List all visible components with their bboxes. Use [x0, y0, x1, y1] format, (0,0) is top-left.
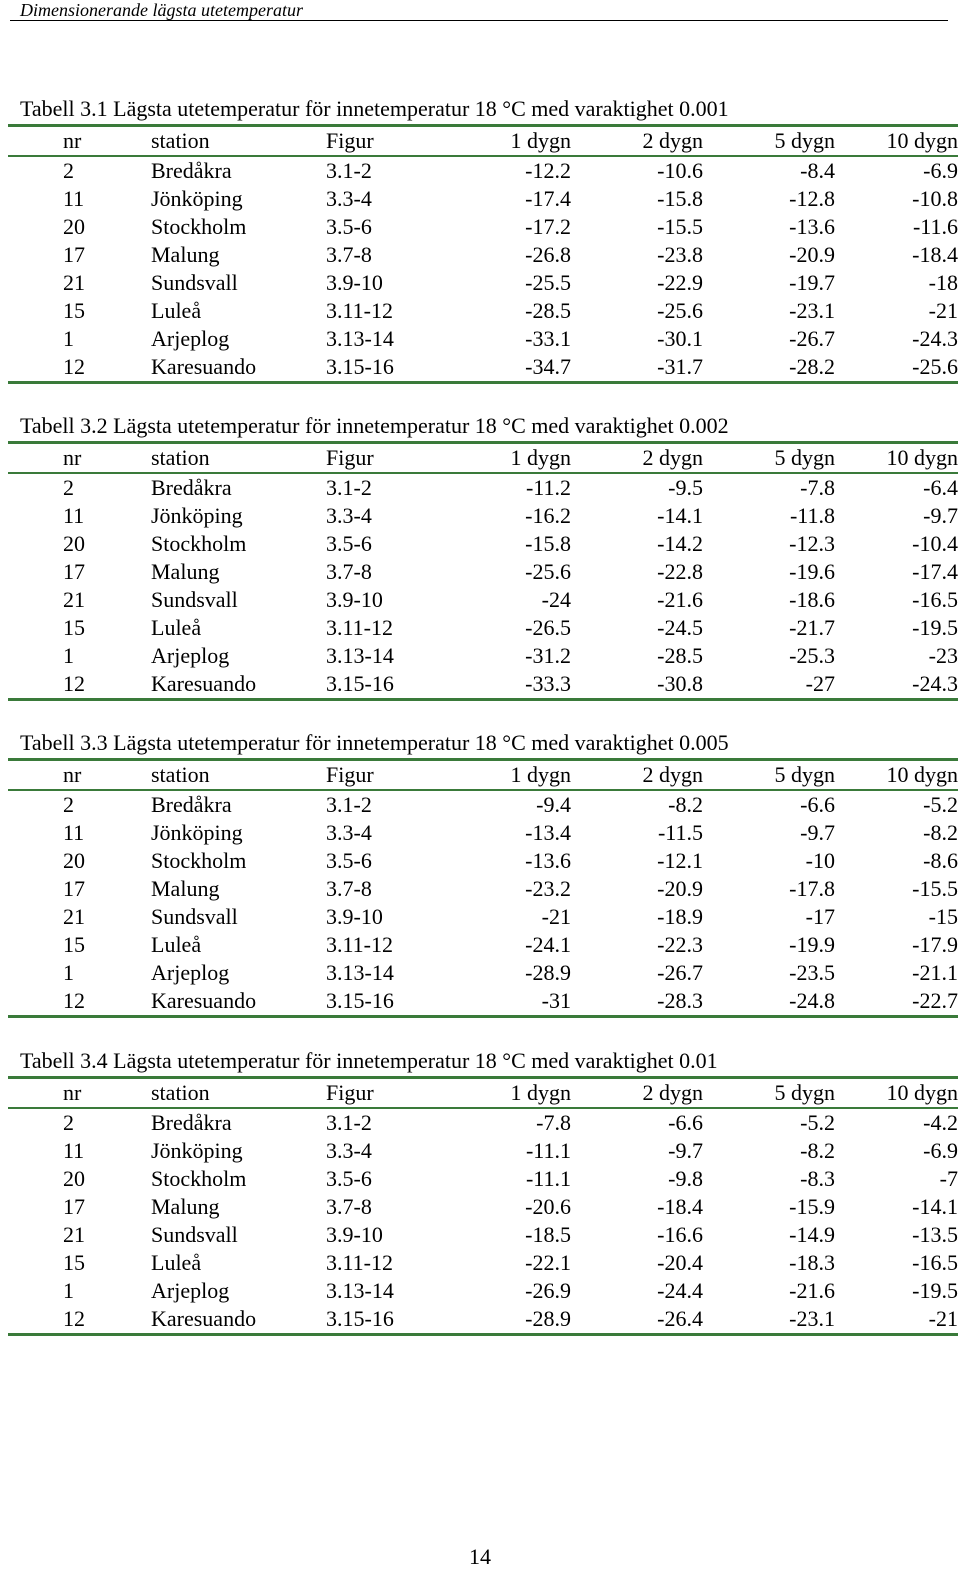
- cell-2-dygn: -18.4: [657, 1194, 703, 1219]
- cell-2-dygn: -26.7: [657, 960, 703, 985]
- cell-5-dygn: -27: [703, 670, 835, 700]
- cell-1-dygn: -11.1: [525, 1166, 571, 1191]
- cell-5-dygn: -6.6: [800, 792, 835, 817]
- cell-nr: 2: [63, 475, 74, 500]
- cell-5-dygn: -21.7: [789, 615, 835, 640]
- table-row: [8, 790, 958, 819]
- table-row: [8, 1108, 958, 1137]
- cell-10-dygn: -19.5: [912, 1278, 958, 1303]
- column-header-station: station: [151, 126, 326, 157]
- cell-nr: 2: [63, 158, 74, 183]
- cell-10-dygn: -13.5: [912, 1222, 958, 1247]
- cell-station: Arjeplog: [151, 960, 230, 985]
- cell-station: Bredåkra: [151, 475, 232, 500]
- cell-nr: 21: [63, 904, 85, 929]
- cell-station: Karesuando: [151, 987, 326, 1017]
- cell-nr: 11: [63, 186, 85, 211]
- cell-10-dygn: -23: [928, 643, 958, 668]
- cell-figur: 3.7-8: [326, 242, 372, 267]
- column-header-figur: Figur: [326, 126, 456, 157]
- cell-figur: 3.13-14: [326, 1278, 394, 1303]
- cell-2-dygn: -18.9: [657, 904, 703, 929]
- table-row: [8, 530, 958, 558]
- cell-10-dygn: -8.2: [923, 820, 958, 845]
- cell-5-dygn: -19.7: [789, 270, 835, 295]
- table-row: [8, 1165, 958, 1193]
- cell-2-dygn: -11.5: [657, 820, 703, 845]
- cell-figur: 3.7-8: [326, 1194, 372, 1219]
- cell-figur: 3.7-8: [326, 559, 372, 584]
- table-row: [8, 297, 958, 325]
- cell-2-dygn: -22.9: [657, 270, 703, 295]
- column-header-figur: Figur: [326, 1078, 456, 1109]
- cell-10-dygn: -6.4: [923, 475, 958, 500]
- cell-figur: 3.11-12: [326, 298, 394, 323]
- column-header-1-dygn: 1 dygn: [456, 760, 571, 791]
- column-header-10-dygn: 10 dygn: [835, 126, 958, 157]
- cell-2-dygn: -14.1: [657, 503, 703, 528]
- cell-10-dygn: -4.2: [923, 1110, 958, 1135]
- cell-figur: 3.3-4: [326, 1138, 372, 1163]
- cell-5-dygn: -11.8: [789, 503, 835, 528]
- table-row: [8, 847, 958, 875]
- cell-figur: 3.3-4: [326, 503, 372, 528]
- cell-5-dygn: -23.1: [789, 298, 835, 323]
- cell-5-dygn: -25.3: [789, 643, 835, 668]
- cell-figur: 3.15-16: [326, 987, 456, 1017]
- cell-1-dygn: -26.9: [525, 1278, 571, 1303]
- cell-figur: 3.15-16: [326, 1305, 456, 1335]
- cell-1-dygn: -25.6: [525, 559, 571, 584]
- cell-nr: 12: [8, 670, 151, 700]
- cell-2-dygn: -31.7: [571, 353, 703, 383]
- page-number: 14: [469, 1544, 491, 1569]
- cell-10-dygn: -5.2: [923, 792, 958, 817]
- cell-nr: 2: [63, 792, 74, 817]
- table-row: [8, 959, 958, 987]
- table-row: [8, 1305, 958, 1335]
- cell-station: Bredåkra: [151, 1110, 232, 1135]
- cell-nr: 1: [63, 1278, 74, 1303]
- cell-5-dygn: -28.2: [703, 353, 835, 383]
- cell-station: Malung: [151, 876, 220, 901]
- cell-nr: 12: [8, 353, 151, 383]
- cell-station: Stockholm: [151, 531, 247, 556]
- table-caption: Tabell 3.1 Lägsta utetemperatur för innetemperatur 18 °C med varaktighet 0.001: [20, 96, 729, 121]
- cell-1-dygn: -33.3: [456, 670, 571, 700]
- cell-5-dygn: -18.6: [789, 587, 835, 612]
- cell-station: Malung: [151, 242, 220, 267]
- cell-figur: 3.15-16: [326, 353, 456, 383]
- cell-nr: 20: [63, 214, 85, 239]
- column-header-station: station: [151, 1078, 326, 1109]
- cell-figur: 3.5-6: [326, 848, 372, 873]
- column-header-10-dygn: 10 dygn: [835, 443, 958, 474]
- column-header-1-dygn: 1 dygn: [456, 443, 571, 474]
- cell-figur: 3.11-12: [326, 615, 394, 640]
- cell-figur: 3.7-8: [326, 876, 372, 901]
- table-row: [8, 670, 958, 700]
- cell-nr: 11: [63, 1138, 85, 1163]
- cell-nr: 21: [63, 1222, 85, 1247]
- cell-2-dygn: -20.9: [657, 876, 703, 901]
- table-row: [8, 1193, 958, 1221]
- cell-10-dygn: -19.5: [912, 615, 958, 640]
- table-row: [8, 185, 958, 213]
- cell-2-dygn: -9.7: [668, 1138, 703, 1163]
- cell-5-dygn: -20.9: [789, 242, 835, 267]
- cell-2-dygn: -26.4: [571, 1305, 703, 1335]
- cell-nr: 21: [63, 270, 85, 295]
- cell-5-dygn: -23.5: [789, 960, 835, 985]
- cell-station: Bredåkra: [151, 158, 232, 183]
- cell-5-dygn: -10: [805, 848, 835, 873]
- cell-2-dygn: -30.1: [657, 326, 703, 351]
- cell-nr: 17: [63, 242, 85, 267]
- cell-1-dygn: -25.5: [525, 270, 571, 295]
- cell-5-dygn: -7.8: [800, 475, 835, 500]
- cell-figur: 3.5-6: [326, 531, 372, 556]
- data-table: [8, 1076, 958, 1336]
- cell-1-dygn: -7.8: [536, 1110, 571, 1135]
- cell-10-dygn: -24.3: [835, 670, 958, 700]
- running-title: Dimensionerande lägsta utetemperatur: [20, 0, 303, 20]
- cell-5-dygn: -8.2: [800, 1138, 835, 1163]
- cell-nr: 12: [8, 987, 151, 1017]
- table-row: [8, 353, 958, 383]
- cell-2-dygn: -30.8: [571, 670, 703, 700]
- cell-10-dygn: -16.5: [912, 1250, 958, 1275]
- cell-station: Jönköping: [151, 1138, 243, 1163]
- data-table: [8, 758, 958, 1018]
- column-header-station: station: [151, 443, 326, 474]
- table-row: [8, 931, 958, 959]
- table-row: [8, 642, 958, 670]
- cell-figur: 3.5-6: [326, 214, 372, 239]
- cell-1-dygn: -34.7: [456, 353, 571, 383]
- cell-2-dygn: -28.5: [657, 643, 703, 668]
- cell-figur: 3.1-2: [326, 475, 372, 500]
- cell-station: Bredåkra: [151, 792, 232, 817]
- cell-station: Arjeplog: [151, 326, 230, 351]
- header-row: [8, 1078, 958, 1109]
- table-row: [8, 903, 958, 931]
- cell-figur: 3.15-16: [326, 670, 456, 700]
- cell-2-dygn: -10.6: [657, 158, 703, 183]
- cell-1-dygn: -12.2: [525, 158, 571, 183]
- cell-10-dygn: -25.6: [835, 353, 958, 383]
- table-row: [8, 156, 958, 185]
- cell-5-dygn: -21.6: [789, 1278, 835, 1303]
- cell-2-dygn: -22.3: [657, 932, 703, 957]
- cell-1-dygn: -31: [456, 987, 571, 1017]
- column-header-2-dygn: 2 dygn: [571, 1078, 703, 1109]
- cell-nr: 1: [63, 643, 74, 668]
- cell-nr: 20: [63, 848, 85, 873]
- cell-nr: 1: [63, 960, 74, 985]
- cell-nr: 17: [63, 559, 85, 584]
- cell-1-dygn: -11.2: [525, 475, 571, 500]
- cell-10-dygn: -6.9: [923, 158, 958, 183]
- cell-nr: 17: [63, 1194, 85, 1219]
- cell-station: Malung: [151, 1194, 220, 1219]
- column-header-5-dygn: 5 dygn: [703, 760, 835, 791]
- table-row: [8, 213, 958, 241]
- header-row: [8, 760, 958, 791]
- column-header-1-dygn: 1 dygn: [456, 1078, 571, 1109]
- column-header-figur: Figur: [326, 443, 456, 474]
- cell-10-dygn: -8.6: [923, 848, 958, 873]
- cell-2-dygn: -20.4: [657, 1250, 703, 1275]
- cell-figur: 3.1-2: [326, 158, 372, 183]
- cell-figur: 3.9-10: [326, 587, 383, 612]
- cell-1-dygn: -24: [541, 587, 571, 612]
- cell-figur: 3.13-14: [326, 960, 394, 985]
- cell-5-dygn: -9.7: [800, 820, 835, 845]
- cell-5-dygn: -26.7: [789, 326, 835, 351]
- cell-figur: 3.5-6: [326, 1166, 372, 1191]
- cell-1-dygn: -33.1: [525, 326, 571, 351]
- cell-station: Karesuando: [151, 1305, 326, 1335]
- cell-station: Luleå: [151, 298, 202, 323]
- cell-station: Karesuando: [151, 670, 326, 700]
- cell-10-dygn: -9.7: [923, 503, 958, 528]
- data-table: [8, 124, 958, 384]
- cell-2-dygn: -24.4: [657, 1278, 703, 1303]
- cell-figur: 3.3-4: [326, 186, 372, 211]
- cell-5-dygn: -17: [805, 904, 835, 929]
- cell-nr: 20: [63, 531, 85, 556]
- cell-1-dygn: -26.8: [525, 242, 571, 267]
- cell-station: Stockholm: [151, 214, 247, 239]
- cell-1-dygn: -15.8: [525, 531, 571, 556]
- cell-5-dygn: -18.3: [789, 1250, 835, 1275]
- cell-2-dygn: -15.8: [657, 186, 703, 211]
- cell-5-dygn: -23.1: [703, 1305, 835, 1335]
- cell-nr: 15: [63, 1250, 85, 1275]
- cell-nr: 17: [63, 876, 85, 901]
- cell-1-dygn: -16.2: [525, 503, 571, 528]
- cell-5-dygn: -24.8: [703, 987, 835, 1017]
- cell-1-dygn: -11.1: [525, 1138, 571, 1163]
- cell-5-dygn: -19.6: [789, 559, 835, 584]
- cell-10-dygn: -10.8: [912, 186, 958, 211]
- cell-1-dygn: -22.1: [525, 1250, 571, 1275]
- cell-10-dygn: -14.1: [912, 1194, 958, 1219]
- cell-figur: 3.11-12: [326, 932, 394, 957]
- cell-station: Malung: [151, 559, 220, 584]
- table-row: [8, 875, 958, 903]
- cell-10-dygn: -21: [928, 298, 958, 323]
- table-row: [8, 1221, 958, 1249]
- cell-1-dygn: -21: [541, 904, 571, 929]
- cell-station: Karesuando: [151, 353, 326, 383]
- cell-5-dygn: -8.4: [800, 158, 835, 183]
- cell-10-dygn: -16.5: [912, 587, 958, 612]
- cell-station: Jönköping: [151, 820, 243, 845]
- cell-10-dygn: -15: [928, 904, 958, 929]
- page-header: [10, 0, 948, 21]
- column-header-10-dygn: 10 dygn: [835, 760, 958, 791]
- cell-5-dygn: -8.3: [800, 1166, 835, 1191]
- cell-nr: 2: [63, 1110, 74, 1135]
- table-row: [8, 558, 958, 586]
- cell-2-dygn: -6.6: [668, 1110, 703, 1135]
- table-caption: Tabell 3.3 Lägsta utetemperatur för innetemperatur 18 °C med varaktighet 0.005: [20, 730, 729, 755]
- column-header-station: station: [151, 760, 326, 791]
- cell-5-dygn: -14.9: [789, 1222, 835, 1247]
- column-header-2-dygn: 2 dygn: [571, 126, 703, 157]
- column-header-5-dygn: 5 dygn: [703, 1078, 835, 1109]
- table-row: [8, 1137, 958, 1165]
- cell-5-dygn: -5.2: [800, 1110, 835, 1135]
- cell-2-dygn: -8.2: [668, 792, 703, 817]
- column-header-1-dygn: 1 dygn: [456, 126, 571, 157]
- column-header-2-dygn: 2 dygn: [571, 443, 703, 474]
- cell-10-dygn: -15.5: [912, 876, 958, 901]
- cell-nr: 15: [63, 615, 85, 640]
- table-caption: Tabell 3.2 Lägsta utetemperatur för innetemperatur 18 °C med varaktighet 0.002: [20, 413, 729, 438]
- cell-figur: 3.13-14: [326, 326, 394, 351]
- column-header-nr: nr: [8, 126, 151, 157]
- cell-nr: 15: [63, 298, 85, 323]
- cell-5-dygn: -17.8: [789, 876, 835, 901]
- cell-nr: 15: [63, 932, 85, 957]
- cell-10-dygn: -22.7: [835, 987, 958, 1017]
- cell-station: Sundsvall: [151, 904, 238, 929]
- cell-station: Luleå: [151, 1250, 202, 1275]
- cell-2-dygn: -22.8: [657, 559, 703, 584]
- table-row: [8, 1277, 958, 1305]
- cell-station: Stockholm: [151, 848, 247, 873]
- cell-1-dygn: -24.1: [525, 932, 571, 957]
- cell-2-dygn: -16.6: [657, 1222, 703, 1247]
- cell-2-dygn: -23.8: [657, 242, 703, 267]
- header-row: [8, 443, 958, 474]
- table-row: [8, 1249, 958, 1277]
- header-row: [8, 126, 958, 157]
- column-header-nr: nr: [8, 1078, 151, 1109]
- table-row: [8, 987, 958, 1017]
- cell-1-dygn: -17.4: [525, 186, 571, 211]
- cell-1-dygn: -28.9: [525, 960, 571, 985]
- cell-station: Arjeplog: [151, 1278, 230, 1303]
- cell-5-dygn: -12.3: [789, 531, 835, 556]
- cell-1-dygn: -28.9: [456, 1305, 571, 1335]
- cell-1-dygn: -23.2: [525, 876, 571, 901]
- table-row: [8, 241, 958, 269]
- cell-1-dygn: -31.2: [525, 643, 571, 668]
- cell-station: Sundsvall: [151, 270, 238, 295]
- cell-1-dygn: -18.5: [525, 1222, 571, 1247]
- cell-nr: 20: [63, 1166, 85, 1191]
- cell-2-dygn: -15.5: [657, 214, 703, 239]
- cell-5-dygn: -13.6: [789, 214, 835, 239]
- cell-2-dygn: -14.2: [657, 531, 703, 556]
- column-header-5-dygn: 5 dygn: [703, 126, 835, 157]
- cell-nr: 11: [63, 820, 85, 845]
- cell-2-dygn: -12.1: [657, 848, 703, 873]
- data-table: [8, 441, 958, 701]
- cell-figur: 3.1-2: [326, 792, 372, 817]
- cell-figur: 3.9-10: [326, 1222, 383, 1247]
- cell-10-dygn: -7: [939, 1166, 958, 1191]
- column-header-5-dygn: 5 dygn: [703, 443, 835, 474]
- column-header-nr: nr: [8, 443, 151, 474]
- table-row: [8, 502, 958, 530]
- table-row: [8, 325, 958, 353]
- cell-2-dygn: -9.5: [668, 475, 703, 500]
- cell-5-dygn: -19.9: [789, 932, 835, 957]
- cell-2-dygn: -25.6: [657, 298, 703, 323]
- cell-1-dygn: -26.5: [525, 615, 571, 640]
- cell-10-dygn: -21: [835, 1305, 958, 1335]
- cell-figur: 3.9-10: [326, 270, 383, 295]
- cell-station: Sundsvall: [151, 1222, 238, 1247]
- table-row: [8, 269, 958, 297]
- table-row: [8, 586, 958, 614]
- cell-10-dygn: -18.4: [912, 242, 958, 267]
- cell-figur: 3.1-2: [326, 1110, 372, 1135]
- table-row: [8, 473, 958, 502]
- table-row: [8, 819, 958, 847]
- cell-station: Stockholm: [151, 1166, 247, 1191]
- cell-10-dygn: -21.1: [912, 960, 958, 985]
- table-caption: Tabell 3.4 Lägsta utetemperatur för innetemperatur 18 °C med varaktighet 0.01: [20, 1048, 718, 1073]
- table-row: [8, 614, 958, 642]
- cell-station: Jönköping: [151, 186, 243, 211]
- cell-1-dygn: -20.6: [525, 1194, 571, 1219]
- cell-station: Arjeplog: [151, 643, 230, 668]
- cell-10-dygn: -17.4: [912, 559, 958, 584]
- cell-2-dygn: -9.8: [668, 1166, 703, 1191]
- cell-10-dygn: -6.9: [923, 1138, 958, 1163]
- cell-2-dygn: -21.6: [657, 587, 703, 612]
- cell-station: Luleå: [151, 932, 202, 957]
- cell-1-dygn: -13.6: [525, 848, 571, 873]
- cell-10-dygn: -10.4: [912, 531, 958, 556]
- cell-1-dygn: -9.4: [536, 792, 571, 817]
- cell-figur: 3.3-4: [326, 820, 372, 845]
- column-header-nr: nr: [8, 760, 151, 791]
- cell-5-dygn: -12.8: [789, 186, 835, 211]
- cell-10-dygn: -17.9: [912, 932, 958, 957]
- cell-nr: 1: [63, 326, 74, 351]
- cell-nr: 12: [8, 1305, 151, 1335]
- cell-10-dygn: -11.6: [912, 214, 958, 239]
- cell-station: Sundsvall: [151, 587, 238, 612]
- cell-10-dygn: -24.3: [912, 326, 958, 351]
- cell-1-dygn: -28.5: [525, 298, 571, 323]
- cell-figur: 3.11-12: [326, 1250, 394, 1275]
- cell-nr: 21: [63, 587, 85, 612]
- cell-10-dygn: -18: [928, 270, 958, 295]
- column-header-10-dygn: 10 dygn: [835, 1078, 958, 1109]
- cell-station: Luleå: [151, 615, 202, 640]
- cell-1-dygn: -13.4: [525, 820, 571, 845]
- cell-2-dygn: -24.5: [657, 615, 703, 640]
- column-header-figur: Figur: [326, 760, 456, 791]
- cell-nr: 11: [63, 503, 85, 528]
- column-header-2-dygn: 2 dygn: [571, 760, 703, 791]
- cell-figur: 3.9-10: [326, 904, 383, 929]
- cell-station: Jönköping: [151, 503, 243, 528]
- cell-2-dygn: -28.3: [571, 987, 703, 1017]
- cell-5-dygn: -15.9: [789, 1194, 835, 1219]
- cell-figur: 3.13-14: [326, 643, 394, 668]
- cell-1-dygn: -17.2: [525, 214, 571, 239]
